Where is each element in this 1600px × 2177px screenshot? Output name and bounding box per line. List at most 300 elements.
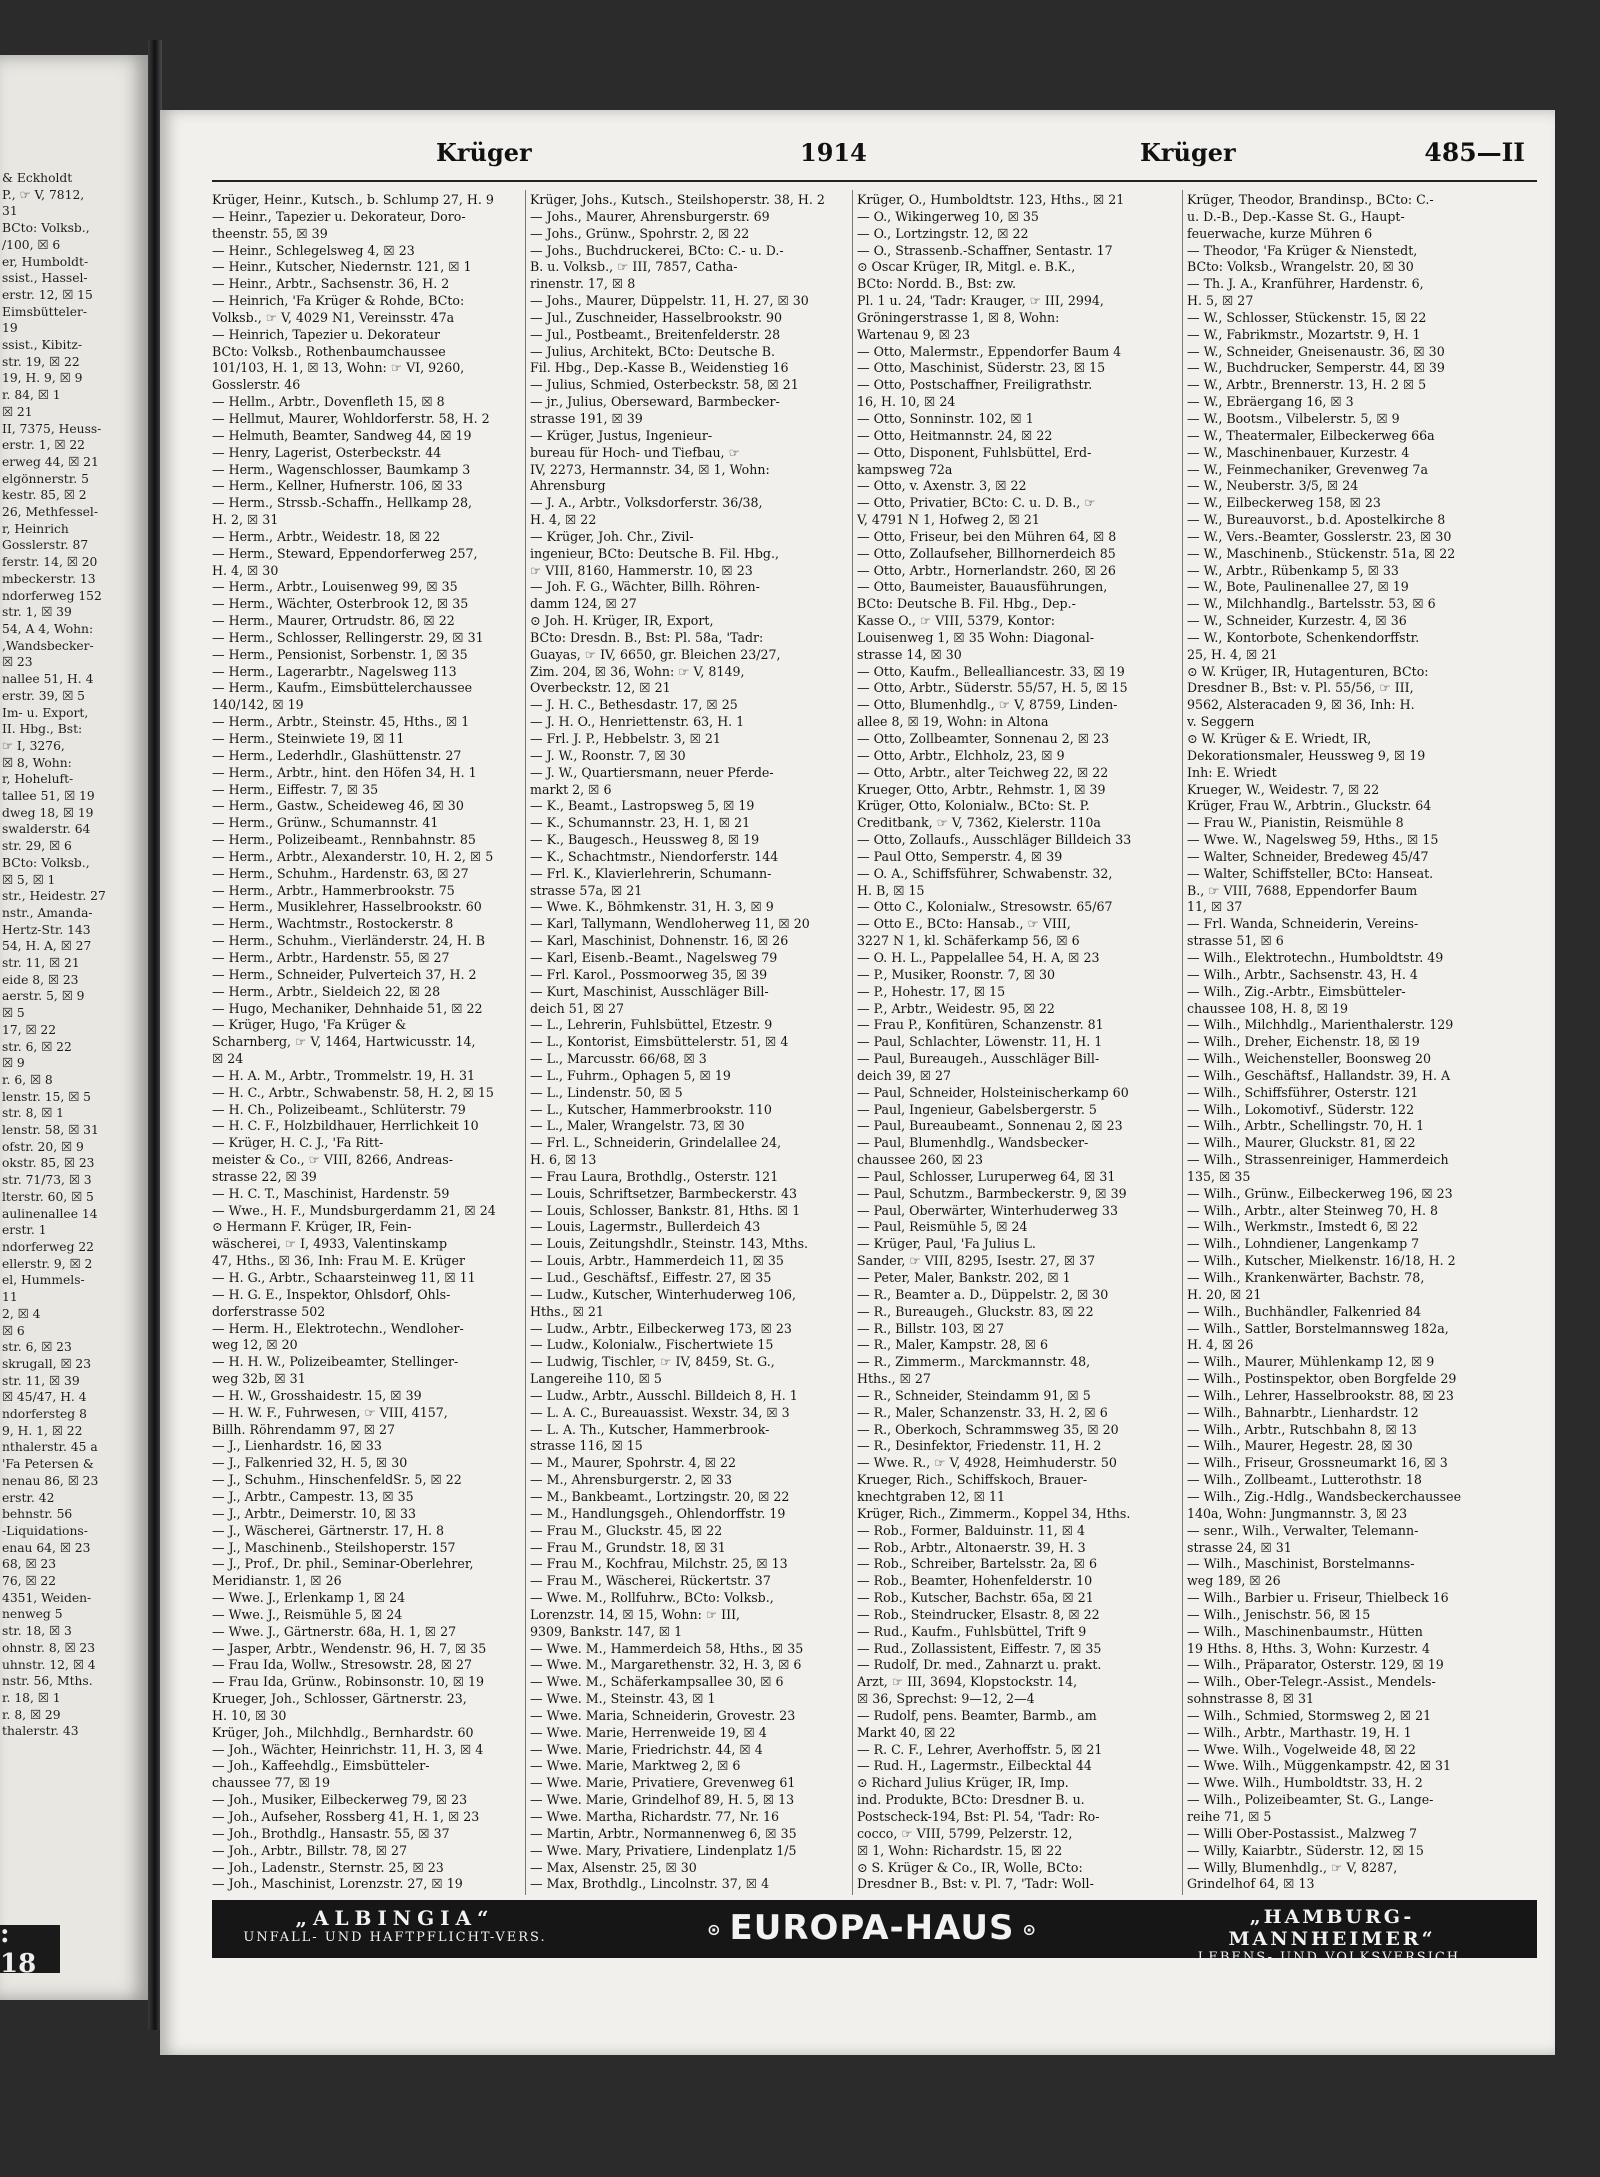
directory-entry-line: — Herm., Schneider, Pulverteich 37, H. 2 xyxy=(212,966,477,982)
left-page-line: 2, ☒ 4 xyxy=(2,1306,41,1321)
directory-entry-line: Billh. Röhrendamm 97, ☒ 27 xyxy=(212,1421,396,1437)
directory-entry-line: 140/142, ☒ 19 xyxy=(212,697,304,713)
directory-entry-line: — Wwe. Wilh., Müggenkampstr. 42, ☒ 31 xyxy=(1187,1758,1452,1774)
left-page-line: 19, H. 9, ☒ 9 xyxy=(2,371,83,386)
directory-entry-line: Inh: E. Wriedt xyxy=(1187,764,1277,780)
directory-entry-line: — M., Handlungsgeh., Ohlendorffstr. 19 xyxy=(530,1505,786,1521)
directory-entry-line: — Wilh., Zollbeamt., Lutterothstr. 18 xyxy=(1187,1472,1422,1488)
directory-entry-line: markt 2, ☒ 6 xyxy=(530,781,612,797)
directory-entry-line: — Rob., Arbtr., Altonaerstr. 39, H. 3 xyxy=(857,1539,1086,1555)
directory-column-1 xyxy=(212,192,522,1892)
directory-entry-line: Krüger, Frau W., Arbtrin., Gluckstr. 64 xyxy=(1187,798,1432,814)
directory-entry-line: — Otto, Postschaffner, Freiligrathstr. xyxy=(857,377,1093,393)
left-page-line: nstr. 56, Mths. xyxy=(2,1674,93,1689)
directory-entry-line: — Ludwig, Tischler, ☞ IV, 8459, St. G., xyxy=(530,1354,775,1370)
directory-entry-line: — Wilh., Friseur, Grossneumarkt 16, ☒ 3 xyxy=(1187,1455,1448,1471)
left-page-line: 54, H. A, ☒ 27 xyxy=(2,939,92,954)
directory-entry-line: — Wwe. J., Erlenkamp 1, ☒ 24 xyxy=(212,1590,406,1606)
left-page-line: tallee 51, ☒ 19 xyxy=(2,789,95,804)
directory-entry-line: v. Seggern xyxy=(1187,714,1255,730)
directory-entry-line: — Wilh., Sattler, Borstelmannsweg 182a, xyxy=(1187,1320,1449,1336)
directory-entry-line: — Otto, Arbtr., alter Teichweg 22, ☒ 22 xyxy=(857,764,1109,780)
directory-entry-line: feuerwache, kurze Mühren 6 xyxy=(1187,225,1373,241)
left-page-line: uhnstr. 12, ☒ 4 xyxy=(2,1657,96,1672)
directory-entry-line: — Willi Ober-Postassist., Malzweg 7 xyxy=(1187,1825,1417,1841)
left-page-line: 68, ☒ 23 xyxy=(2,1557,57,1572)
directory-entry-line: Meridianstr. 1, ☒ 26 xyxy=(212,1573,342,1589)
directory-entry-line: — Frau Ida, Grünw., Robinsonstr. 10, ☒ 19 xyxy=(212,1674,485,1690)
left-page-line: ohnstr. 8, ☒ 23 xyxy=(2,1640,96,1655)
advertisement-banner xyxy=(212,1900,1537,1965)
directory-entry-line: — J., Arbtr., Campestr. 13, ☒ 35 xyxy=(212,1488,414,1504)
directory-entry-line: 3227 N 1, kl. Schäferkamp 56, ☒ 6 xyxy=(857,933,1080,949)
left-page-line: behnstr. 56 xyxy=(2,1507,73,1522)
left-page-line: ofstr. 20, ☒ 9 xyxy=(2,1139,84,1154)
directory-entry-line: — Frau W., Pianistin, Reismühle 8 xyxy=(1187,815,1404,831)
header-year: 1914 xyxy=(800,138,867,167)
directory-entry-line: strasse 24, ☒ 31 xyxy=(1187,1539,1292,1555)
directory-entry-line: — Herm., Steinwiete 19, ☒ 11 xyxy=(212,731,405,746)
directory-entry-line: — Herm., Wächter, Osterbrook 12, ☒ 35 xyxy=(212,596,469,612)
directory-entry-line: Volksb., ☞ V, 4029 N1, Vereinsstr. 47a xyxy=(212,309,455,325)
left-page-line: 26, Methfessel- xyxy=(2,505,99,520)
directory-entry-line: — Wilh., Arbtr., Sachsenstr. 43, H. 4 xyxy=(1187,966,1418,982)
directory-entry-line: — Heinrich, 'Fa Krüger & Rohde, BCto: xyxy=(212,293,465,309)
directory-entry-line: — Otto, Heitmannstr. 24, ☒ 22 xyxy=(857,427,1053,443)
directory-entry-line: — Otto, Sonninstr. 102, ☒ 1 xyxy=(857,410,1034,426)
directory-entry-line: — Frau P., Konfitüren, Schanzenstr. 81 xyxy=(857,1017,1104,1033)
directory-entry-line: Gröningerstrasse 1, ☒ 8, Wohn: xyxy=(857,309,1060,325)
directory-column-4 xyxy=(1187,192,1517,1892)
directory-entry-line: — J. A., Arbtr., Volksdorferstr. 36/38, xyxy=(530,495,763,511)
directory-entry-line: ☒ 1, Wohn: Richardstr. 15, ☒ 22 xyxy=(857,1842,1063,1858)
directory-entry-line: Fil. Hbg., Dep.-Kasse B., Weidenstieg 16 xyxy=(530,360,789,376)
left-page-line: r, Heinrich xyxy=(2,521,69,536)
directory-entry-line: — Wwe. M., Rollfuhrw., BCto: Volksb., xyxy=(530,1590,774,1606)
directory-entry-line: ⊙ Oscar Krüger, IR, Mitgl. e. B.K., xyxy=(857,259,1076,275)
directory-entry-line: knechtgraben 12, ☒ 11 xyxy=(857,1488,1005,1504)
directory-entry-line: — H. A. M., Arbtr., Trommelstr. 19, H. 31 xyxy=(212,1067,476,1083)
directory-entry-line: Zim. 204, ☒ 36, Wohn: ☞ V, 8149, xyxy=(530,663,745,679)
directory-entry-line: — Wilh., Zig.-Hdlg., Wandsbeckerchaussee xyxy=(1187,1488,1462,1504)
left-page-line: ☞ I, 3276, xyxy=(2,738,65,753)
directory-entry-line: — P., Arbtr., Weidestr. 95, ☒ 22 xyxy=(857,1000,1055,1016)
directory-entry-line: BCto: Deutsche B. Fil. Hbg., Dep.- xyxy=(857,596,1076,612)
directory-entry-line: — P., Hohestr. 17, ☒ 15 xyxy=(857,983,1006,999)
directory-entry-line: Scharnberg, ☞ V, 1464, Hartwicusstr. 14, xyxy=(212,1034,476,1050)
directory-page xyxy=(160,110,1555,2055)
left-page-line: 76, ☒ 22 xyxy=(2,1574,57,1589)
left-page-line: skrugall, ☒ 23 xyxy=(2,1356,92,1371)
directory-entry-line: Krueger, Joh., Schlosser, Gärtnerstr. 23, xyxy=(212,1691,467,1707)
directory-entry-line: — Wilh., Bahnarbtr., Lienhardstr. 12 xyxy=(1187,1404,1419,1420)
directory-entry-line: — W., Bureauvorst., b.d. Apostelkirche 8 xyxy=(1187,512,1446,528)
directory-entry-line: Krüger, O., Humboldtstr. 123, Hths., ☒ 21 xyxy=(857,192,1125,207)
left-page-line: nstr., Amanda- xyxy=(2,905,93,920)
left-page-line: ssist., Kibitz- xyxy=(2,338,83,353)
directory-entry-line: Krüger, Rich., Zimmerm., Koppel 34, Hths. xyxy=(857,1505,1131,1521)
directory-entry-line: deich 51, ☒ 27 xyxy=(530,1000,625,1016)
left-page-line: lenstr. 15, ☒ 5 xyxy=(2,1089,91,1104)
directory-entry-line: — Paul, Blumenhdlg., Wandsbecker- xyxy=(857,1135,1089,1151)
directory-entry-line: Langereihe 110, ☒ 5 xyxy=(530,1371,662,1387)
directory-entry-line: — Wwe. Mary, Privatiere, Lindenplatz 1/5 xyxy=(530,1842,797,1858)
left-page-line: Hertz-Str. 143 xyxy=(2,922,91,937)
directory-entry-line: — Wilh., Maurer, Hegestr. 28, ☒ 30 xyxy=(1187,1438,1413,1454)
directory-entry-line: strasse 116, ☒ 15 xyxy=(530,1438,643,1454)
directory-entry-line: — Max, Alsenstr. 25, ☒ 30 xyxy=(530,1859,697,1875)
left-page-line: 4351, Weiden- xyxy=(2,1590,92,1605)
directory-entry-line: — Wilh., Präparator, Osterstr. 129, ☒ 19 xyxy=(1187,1657,1444,1673)
directory-entry-line: — J. H. O., Henriettenstr. 63, H. 1 xyxy=(530,714,745,730)
directory-entry-line: — W., Buchdrucker, Semperstr. 44, ☒ 39 xyxy=(1187,360,1445,376)
directory-entry-line: — M., Bankbeamt., Lortzingstr. 20, ☒ 22 xyxy=(530,1488,790,1504)
directory-entry-line: — Krüger, Joh. Chr., Zivil- xyxy=(530,528,694,544)
directory-entry-line: — Heinrich, Tapezier u. Dekorateur xyxy=(212,326,441,342)
directory-entry-line: Kasse O., ☞ VIII, 5379, Kontor: xyxy=(857,613,1055,629)
left-page-line: Im- u. Export, xyxy=(2,705,89,720)
directory-entry-line: — R., Beamter a. D., Düppelstr. 2, ☒ 30 xyxy=(857,1286,1109,1302)
directory-entry-line: rinenstr. 17, ☒ 8 xyxy=(530,276,636,292)
directory-entry-line: Gosslerstr. 46 xyxy=(212,377,301,393)
left-page-line: str. 19, ☒ 22 xyxy=(2,354,80,369)
directory-entry-line: sohnstrasse 8, ☒ 31 xyxy=(1187,1691,1315,1707)
left-page-line: str. 29, ☒ 6 xyxy=(2,839,72,854)
directory-entry-line: — Otto, Kaufm., Bellealliancestr. 33, ☒ 19 xyxy=(857,663,1125,679)
left-page-line: r, Hoheluft- xyxy=(2,772,74,787)
directory-entry-line: kampsweg 72a xyxy=(857,461,953,477)
directory-entry-line: strasse 51, ☒ 6 xyxy=(1187,933,1284,949)
directory-entry-line: — Otto, Malermstr., Eppendorfer Baum 4 xyxy=(857,343,1122,359)
directory-entry-line: — Joh., Arbtr., Billstr. 78, ☒ 27 xyxy=(212,1842,408,1858)
directory-entry-line: — Joh., Aufseher, Rossberg 41, H. 1, ☒ 23 xyxy=(212,1809,480,1824)
directory-entry-line: — W., Maschinenb., Stückenstr. 51a, ☒ 22 xyxy=(1187,545,1456,561)
directory-entry-line: — Krüger, Hugo, 'Fa Krüger & xyxy=(212,1017,407,1033)
directory-entry-line: weg 12, ☒ 20 xyxy=(212,1337,298,1353)
directory-entry-line: — Wilh., Maschinist, Borstelmanns- xyxy=(1187,1556,1415,1572)
directory-entry-line: — Wilh., Lehrer, Hasselbrookstr. 88, ☒ 23 xyxy=(1187,1387,1454,1403)
directory-entry-line: — L. A. Th., Kutscher, Hammerbrook- xyxy=(530,1421,770,1437)
directory-entry-line: — Otto E., BCto: Hansab., ☞ VIII, xyxy=(857,916,1071,932)
left-page-line: ☒ 21 xyxy=(2,404,33,419)
directory-entry-line: H. 4, ☒ 26 xyxy=(1187,1337,1254,1353)
left-page-line: str. 18, ☒ 3 xyxy=(2,1624,72,1639)
directory-entry-line: — Wwe. M., Margarethenstr. 32, H. 3, ☒ 6 xyxy=(530,1657,802,1673)
directory-entry-line: — Wilh., Arbtr., Rutschbahn 8, ☒ 13 xyxy=(1187,1421,1417,1437)
directory-entry-line: Krüger, Heinr., Kutsch., b. Schlump 27, H. 9 xyxy=(212,192,494,207)
directory-entry-line: — L., Lehrerin, Fuhlsbüttel, Etzestr. 9 xyxy=(530,1017,773,1033)
left-page-line: thalerstr. 43 xyxy=(2,1724,79,1739)
left-page-line: swalderstr. 64 xyxy=(2,822,91,837)
directory-entry-line: wäscherei, ☞ I, 4933, Valentinskamp xyxy=(212,1236,448,1252)
left-page-line: 17, ☒ 22 xyxy=(2,1022,57,1037)
directory-entry-line: — Frl. Karol., Possmoorweg 35, ☒ 39 xyxy=(530,966,768,982)
directory-entry-line: — L., Lindenstr. 50, ☒ 5 xyxy=(530,1084,683,1100)
directory-entry-line: — J. W., Roonstr. 7, ☒ 30 xyxy=(530,747,686,763)
directory-entry-line: — J., Maschinenb., Steilshoperstr. 157 xyxy=(212,1539,456,1555)
directory-entry-line: — Herm., Grünw., Schumannstr. 41 xyxy=(212,815,439,831)
directory-entry-line: 140a, Wohn: Jungmannstr. 3, ☒ 23 xyxy=(1187,1505,1408,1521)
directory-entry-line: — L., Maler, Wrangelstr. 73, ☒ 30 xyxy=(530,1118,745,1134)
left-page-line: ☒ 5, ☒ 1 xyxy=(2,872,56,887)
directory-entry-line: ingenieur, BCto: Deutsche B. Fil. Hbg., xyxy=(530,545,779,561)
directory-entry-line: weg 189, ☒ 26 xyxy=(1187,1573,1281,1589)
directory-entry-line: — Krüger, Paul, 'Fa Julius L. xyxy=(857,1236,1036,1252)
directory-entry-line: — Jul., Zuschneider, Hasselbrookstr. 90 xyxy=(530,309,782,325)
directory-entry-line: — H. C. F., Holzbildhauer, Herrlichkeit 10 xyxy=(212,1118,479,1134)
directory-entry-line: Krueger, Otto, Arbtr., Rehmstr. 1, ☒ 39 xyxy=(857,781,1106,797)
left-page-line: Eimsbütteler- xyxy=(2,304,88,319)
directory-entry-line: — Wwe. Wilh., Humboldtstr. 33, H. 2 xyxy=(1187,1775,1423,1791)
directory-entry-line: Hths., ☒ 21 xyxy=(530,1303,604,1319)
directory-entry-line: — Herm., Schlosser, Rellingerstr. 29, ☒ 31 xyxy=(212,629,484,645)
directory-entry-line: — Herm., Schuhm., Vierländerstr. 24, H. B xyxy=(212,933,485,949)
directory-entry-line: ⊙ Richard Julius Krüger, IR, Imp. xyxy=(857,1775,1069,1791)
directory-entry-line: 101/103, H. 1, ☒ 13, Wohn: ☞ VI, 9260, xyxy=(212,360,465,376)
directory-entry-line: — Wilh., Kutscher, Mielkenstr. 16/18, H. 2 xyxy=(1187,1253,1456,1269)
directory-entry-line: — Wilh., Ober-Telegr.-Assist., Mendels- xyxy=(1187,1674,1436,1690)
directory-entry-line: — L., Kutscher, Hammerbrookstr. 110 xyxy=(530,1101,772,1117)
directory-entry-line: Hths., ☒ 27 xyxy=(857,1371,931,1387)
directory-entry-line: — H. G., Arbtr., Schaarsteinweg 11, ☒ 11 xyxy=(212,1270,476,1285)
ad-separator-icon: ⊙ xyxy=(707,1920,722,1939)
directory-entry-line: — Johs., Grünw., Spohrstr. 2, ☒ 22 xyxy=(530,225,750,241)
directory-entry-line: Overbeckstr. 12, ☒ 21 xyxy=(530,680,671,696)
directory-entry-line: — Herm., Wachtmstr., Rostockerstr. 8 xyxy=(212,916,454,932)
directory-entry-line: — Frau M., Wäscherei, Rückertstr. 37 xyxy=(530,1573,771,1589)
directory-entry-line: — W., Feinmechaniker, Grevenweg 7a xyxy=(1187,461,1428,477)
column-separator xyxy=(852,190,853,1895)
directory-entry-line: — Johs., Maurer, Ahrensburgerstr. 69 xyxy=(530,208,770,224)
directory-entry-line: — Herm., Pensionist, Sorbenstr. 1, ☒ 35 xyxy=(212,646,468,662)
directory-entry-line: — Hugo, Mechaniker, Dehnhaide 51, ☒ 22 xyxy=(212,1000,483,1016)
directory-entry-line: — Lud., Geschäftsf., Eiffestr. 27, ☒ 35 xyxy=(530,1270,772,1285)
left-page-line: 9, H. 1, ☒ 22 xyxy=(2,1423,83,1438)
directory-entry-line: strasse 14, ☒ 30 xyxy=(857,646,962,662)
directory-entry-line: Postscheck-194, Bst: Pl. 54, 'Tadr: Ro- xyxy=(857,1809,1100,1824)
directory-entry-line: — Frau Ida, Wollw., Stresowstr. 28, ☒ 27 xyxy=(212,1657,473,1673)
directory-entry-line: Krüger, Johs., Kutsch., Steilshoperstr. 38, H. 2 xyxy=(530,192,825,207)
directory-entry-line: ☒ 36, Sprechst: 9—12, 2—4 xyxy=(857,1691,1035,1707)
directory-entry-line: — Wilh., Postinspektor, oben Borgfelde 29 xyxy=(1187,1371,1457,1387)
directory-entry-line: — R., Oberkoch, Schrammsweg 35, ☒ 20 xyxy=(857,1421,1119,1437)
ad-hm-subtitle: LEBENS- UND VOLKSVERSICH. xyxy=(1197,1950,1467,1965)
directory-entry-line: Krüger, Otto, Kolonialw., BCto: St. P. xyxy=(857,798,1090,814)
directory-entry-line: — Herm., Kaufm., Eimsbüttelerchaussee xyxy=(212,680,473,696)
directory-entry-line: ⊙ Joh. H. Krüger, IR, Export, xyxy=(530,613,714,629)
left-page-line: Gosslerstr. 87 xyxy=(2,538,89,553)
left-page-line: erstr. 39, ☒ 5 xyxy=(2,688,85,703)
left-page xyxy=(0,55,148,2000)
directory-entry-line: — R., Maler, Kampstr. 28, ☒ 6 xyxy=(857,1337,1049,1353)
directory-entry-line: u. D.-B., Dep.-Kasse St. G., Haupt- xyxy=(1187,208,1405,224)
directory-entry-line: weg 32b, ☒ 31 xyxy=(212,1371,306,1387)
directory-entry-line: — Otto, Blumenhdlg., ☞ V, 8759, Linden- xyxy=(857,697,1118,713)
directory-entry-line: ind. Produkte, BCto: Dresdner B. u. xyxy=(857,1792,1085,1808)
directory-entry-line: — Wilh., Barbier u. Friseur, Thielbeck 16 xyxy=(1187,1590,1449,1606)
left-page-line: r. 8, ☒ 29 xyxy=(2,1707,61,1722)
directory-entry-line: dorferstrasse 502 xyxy=(212,1303,326,1319)
directory-entry-line: — Wwe. Martha, Richardstr. 77, Nr. 16 xyxy=(530,1809,780,1824)
directory-entry-line: BCto: Nordd. B., Bst: zw. xyxy=(857,276,1016,292)
directory-entry-line: — Paul, Ingenieur, Gabelsbergerstr. 5 xyxy=(857,1101,1097,1117)
directory-entry-line: — Otto, Baumeister, Bauausführungen, xyxy=(857,579,1108,595)
directory-entry-line: — R., Desinfektor, Friedenstr. 11, H. 2 xyxy=(857,1438,1102,1454)
left-page-line: BCto: Volksb., xyxy=(2,221,90,236)
left-page-line: & Eckholdt xyxy=(2,171,73,185)
left-page-line: enau 64, ☒ 23 xyxy=(2,1540,91,1555)
directory-entry-line: strasse 57a, ☒ 21 xyxy=(530,882,643,898)
directory-entry-line: — W., Schneider, Gneisenaustr. 36, ☒ 30 xyxy=(1187,343,1445,359)
directory-entry-line: — L., Kontorist, Eimsbüttelerstr. 51, ☒ 4 xyxy=(530,1034,789,1050)
directory-entry-line: — J., Schuhm., HinschenfeldSr. 5, ☒ 22 xyxy=(212,1472,462,1488)
directory-entry-line: — Herm., Arbtr., Sieldeich 22, ☒ 28 xyxy=(212,983,441,999)
directory-entry-line: — Max, Brothdlg., Lincolnstr. 37, ☒ 4 xyxy=(530,1876,770,1892)
left-page-line: el, Hummels- xyxy=(2,1273,85,1288)
left-page-line: ☒ 9 xyxy=(2,1056,25,1071)
left-page-line: r. 18, ☒ 1 xyxy=(2,1690,61,1705)
directory-entry-line: — Ludw., Arbtr., Eilbeckerweg 173, ☒ 23 xyxy=(530,1320,792,1336)
directory-entry-line: — Ludw., Kolonialw., Fischertwiete 15 xyxy=(530,1337,774,1353)
directory-entry-line: H. 20, ☒ 21 xyxy=(1187,1286,1262,1302)
directory-entry-line: — Heinr., Kutscher, Niedernstr. 121, ☒ 1 xyxy=(212,259,472,275)
directory-entry-line: — Paul, Schlachter, Löwenstr. 11, H. 1 xyxy=(857,1034,1103,1050)
directory-entry-line: — L., Marcusstr. 66/68, ☒ 3 xyxy=(530,1051,707,1067)
header-rule xyxy=(212,180,1537,182)
directory-entry-line: Pl. 1 u. 24, 'Tadr: Krauger, ☞ III, 2994, xyxy=(857,293,1104,309)
left-page-line: er, Humboldt- xyxy=(2,254,89,269)
directory-entry-line: — Herm., Musiklehrer, Hasselbrookstr. 60 xyxy=(212,899,482,915)
directory-entry-line: — Rudolf, pens. Beamter, Barmb., am xyxy=(857,1707,1097,1723)
left-page-line: nthalerstr. 45 a xyxy=(2,1440,98,1455)
directory-entry-line: — Wilh., Elektrotechn., Humboldtstr. 49 xyxy=(1187,949,1444,965)
directory-entry-line: — Herm., Lederhdlr., Glashüttenstr. 27 xyxy=(212,747,462,763)
directory-entry-line: — Wilh., Strassenreiniger, Hammerdeich xyxy=(1187,1152,1449,1168)
left-page-line: nenweg 5 xyxy=(2,1607,63,1622)
directory-entry-line: 9562, Alsteracaden 9, ☒ 36, Inh: H. xyxy=(1187,697,1415,713)
directory-entry-line: — W., Eilbeckerweg 158, ☒ 23 xyxy=(1187,495,1381,511)
directory-entry-line: — Johs., Maurer, Düppelstr. 11, H. 27, ☒ 30 xyxy=(530,293,809,309)
left-page-line: ellerstr. 9, ☒ 2 xyxy=(2,1256,93,1271)
directory-entry-line: Grindelhof 64, ☒ 13 xyxy=(1187,1876,1315,1892)
directory-entry-line: H. 5, ☒ 27 xyxy=(1187,293,1254,309)
directory-entry-line: — K., Baugesch., Heussweg 8, ☒ 19 xyxy=(530,832,760,848)
directory-entry-line: — Otto, Arbtr., Süderstr. 55/57, H. 5, ☒ 15 xyxy=(857,680,1128,696)
directory-entry-line: — Otto, Zollaufs., Ausschläger Billdeich 33 xyxy=(857,832,1132,848)
directory-entry-line: — J., Lienhardstr. 16, ☒ 33 xyxy=(212,1438,382,1454)
directory-entry-line: — Louis, Schlosser, Bankstr. 81, Hths. ☒ 1 xyxy=(530,1202,801,1218)
directory-entry-line: — H. G. E., Inspektor, Ohlsdorf, Ohls- xyxy=(212,1286,451,1302)
directory-entry-line: — Louis, Lagermstr., Bullerdeich 43 xyxy=(530,1219,761,1235)
directory-entry-line: ⊙ W. Krüger, IR, Hutagenturen, BCto: xyxy=(1187,663,1429,679)
directory-entry-line: — Joh., Maschinist, Lorenzstr. 27, ☒ 19 xyxy=(212,1876,463,1892)
directory-entry-line: — Willy, Blumenhdlg., ☞ V, 8287, xyxy=(1187,1859,1398,1875)
left-page-line: erweg 44, ☒ 21 xyxy=(2,454,99,469)
directory-entry-line: — Herm., Lagerarbtr., Nagelsweg 113 xyxy=(212,663,457,679)
directory-entry-line: — Wwe. Marie, Marktweg 2, ☒ 6 xyxy=(530,1758,741,1774)
directory-column-2 xyxy=(530,192,848,1892)
directory-entry-line: — Jul., Postbeamt., Breitenfelderstr. 28 xyxy=(530,326,781,342)
left-page-line: erstr. 42 xyxy=(2,1490,55,1505)
directory-entry-line: — W., Vers.-Beamter, Gosslerstr. 23, ☒ 30 xyxy=(1187,528,1452,544)
directory-entry-line: — Wwe. Maria, Schneiderin, Grovestr. 23 xyxy=(530,1707,796,1723)
directory-entry-line: — Walter, Schneider, Bredeweg 45/47 xyxy=(1187,848,1429,864)
directory-entry-line: — Herm., Arbtr., hint. den Höfen 34, H. 1 xyxy=(212,764,477,780)
directory-entry-line: — Krüger, H. C. J., 'Fa Ritt- xyxy=(212,1135,384,1151)
ad-europa-haus xyxy=(667,1908,1077,1948)
directory-entry-line: — Paul, Bureaugeh., Ausschläger Bill- xyxy=(857,1051,1100,1067)
directory-entry-line: 19 Hths. 8, Hths. 3, Wohn: Kurzestr. 4 xyxy=(1187,1640,1430,1656)
directory-entry-line: — Rob., Kutscher, Bachstr. 65a, ☒ 21 xyxy=(857,1590,1094,1606)
left-page-line: nenau 86, ☒ 23 xyxy=(2,1473,99,1488)
directory-entry-line: Ahrensburg xyxy=(530,478,606,494)
ad-hamburg-mannheimer xyxy=(1152,1906,1512,1965)
directory-entry-line: — W., Fabrikmstr., Mozartstr. 9, H. 1 xyxy=(1187,326,1421,342)
directory-entry-line: — Rob., Steindrucker, Elsastr. 8, ☒ 22 xyxy=(857,1606,1100,1622)
directory-entry-line: — Wilh., Polizeibeamter, St. G., Lange- xyxy=(1187,1792,1434,1808)
directory-entry-line: — R., Zimmerm., Marckmannstr. 48, xyxy=(857,1354,1091,1370)
ad-albingia xyxy=(230,1906,560,1945)
directory-entry-line: — Herm., Polizeibeamt., Rennbahnstr. 85 xyxy=(212,832,476,848)
left-page-line: -Liquidations- xyxy=(2,1523,88,1538)
directory-entry-line: — M., Ahrensburgerstr. 2, ☒ 33 xyxy=(530,1472,732,1488)
directory-entry-line: — H. W. F., Fuhrwesen, ☞ VIII, 4157, xyxy=(212,1404,448,1420)
directory-entry-line: — Wwe. M., Hammerdeich 58, Hths., ☒ 35 xyxy=(530,1640,804,1656)
directory-entry-line: — W., Bote, Paulinenallee 27, ☒ 19 xyxy=(1187,579,1409,595)
directory-entry-line: — Wilh., Arbtr., alter Steinweg 70, H. 8 xyxy=(1187,1202,1439,1218)
left-page-line: ,Wandsbecker- xyxy=(2,638,94,653)
left-page-line: ☒ 45/47, H. 4 xyxy=(2,1390,87,1405)
left-page-line: ☒ 5 xyxy=(2,1006,25,1021)
directory-entry-line: — Wilh., Weichensteller, Boonsweg 20 xyxy=(1187,1051,1432,1067)
directory-entry-line: — J., Prof., Dr. phil., Seminar-Oberlehrer, xyxy=(212,1556,474,1572)
directory-entry-line: — Frau Laura, Brothdlg., Osterstr. 121 xyxy=(530,1168,779,1184)
left-page-line: str. 1, ☒ 39 xyxy=(2,605,72,620)
directory-entry-line: — Wilh., Maurer, Gluckstr. 81, ☒ 22 xyxy=(1187,1135,1416,1151)
left-page-line: str., Heidestr. 27 xyxy=(2,889,106,904)
directory-entry-line: — K., Beamt., Lastropsweg 5, ☒ 19 xyxy=(530,798,755,814)
directory-entry-line: — Johs., Buchdruckerei, BCto: C.- u. D.- xyxy=(530,242,784,258)
directory-entry-line: damm 124, ☒ 27 xyxy=(530,596,637,612)
directory-entry-line: — Wwe. J., Reismühle 5, ☒ 24 xyxy=(212,1606,403,1622)
directory-column-3 xyxy=(857,192,1179,1892)
left-page-line: str. 71/73, ☒ 3 xyxy=(2,1173,92,1188)
directory-entry-line: — W., Theatermaler, Eilbeckerweg 66a xyxy=(1187,427,1435,443)
directory-entry-line: — Heinr., Schlegelsweg 4, ☒ 23 xyxy=(212,242,415,258)
left-page-line: ndorfersteg 8 xyxy=(2,1407,87,1422)
ad-hm-title: „HAMBURG-MANNHEIMER“ xyxy=(1228,1906,1436,1950)
directory-entry-line: — Otto C., Kolonialw., Stresowstr. 65/67 xyxy=(857,899,1113,915)
directory-entry-line: — Wilh., Arbtr., Marthastr. 19, H. 1 xyxy=(1187,1724,1412,1740)
left-page-line: aulinenallee 14 xyxy=(2,1206,98,1221)
directory-entry-line: — Wilh., Arbtr., Schellingstr. 70, H. 1 xyxy=(1187,1118,1425,1134)
directory-entry-line: — Otto, Arbtr., Hornerlandstr. 260, ☒ 26 xyxy=(857,562,1116,578)
directory-entry-line: — Wwe. J., Gärtnerstr. 68a, H. 1, ☒ 27 xyxy=(212,1623,457,1639)
directory-entry-line: — H. W., Grosshaidestr. 15, ☒ 39 xyxy=(212,1387,422,1403)
directory-entry-line: — Herm., Arbtr., Hardenstr. 55, ☒ 27 xyxy=(212,949,450,965)
directory-entry-line: H. B, ☒ 15 xyxy=(857,882,925,898)
left-page-footer: : 18 xyxy=(0,1925,60,1973)
directory-entry-line: deich 39, ☒ 27 xyxy=(857,1067,952,1083)
directory-entry-line: — Rudolf, Dr. med., Zahnarzt u. prakt. xyxy=(857,1657,1102,1673)
left-page-line: aerstr. 5, ☒ 9 xyxy=(2,989,85,1004)
directory-entry-line: — Wilh., Buchhändler, Falkenried 84 xyxy=(1187,1303,1422,1319)
directory-entry-line: — Henry, Lagerist, Osterbeckstr. 44 xyxy=(212,444,442,460)
directory-entry-line: — Otto, Friseur, bei den Mühren 64, ☒ 8 xyxy=(857,528,1117,544)
directory-entry-line: — W., Neuberstr. 3/5, ☒ 24 xyxy=(1187,478,1359,494)
directory-entry-line: — Frl. J. P., Hebbelstr. 3, ☒ 21 xyxy=(530,731,721,746)
directory-entry-line: — Herm., Steward, Eppendorferweg 257, xyxy=(212,545,478,561)
